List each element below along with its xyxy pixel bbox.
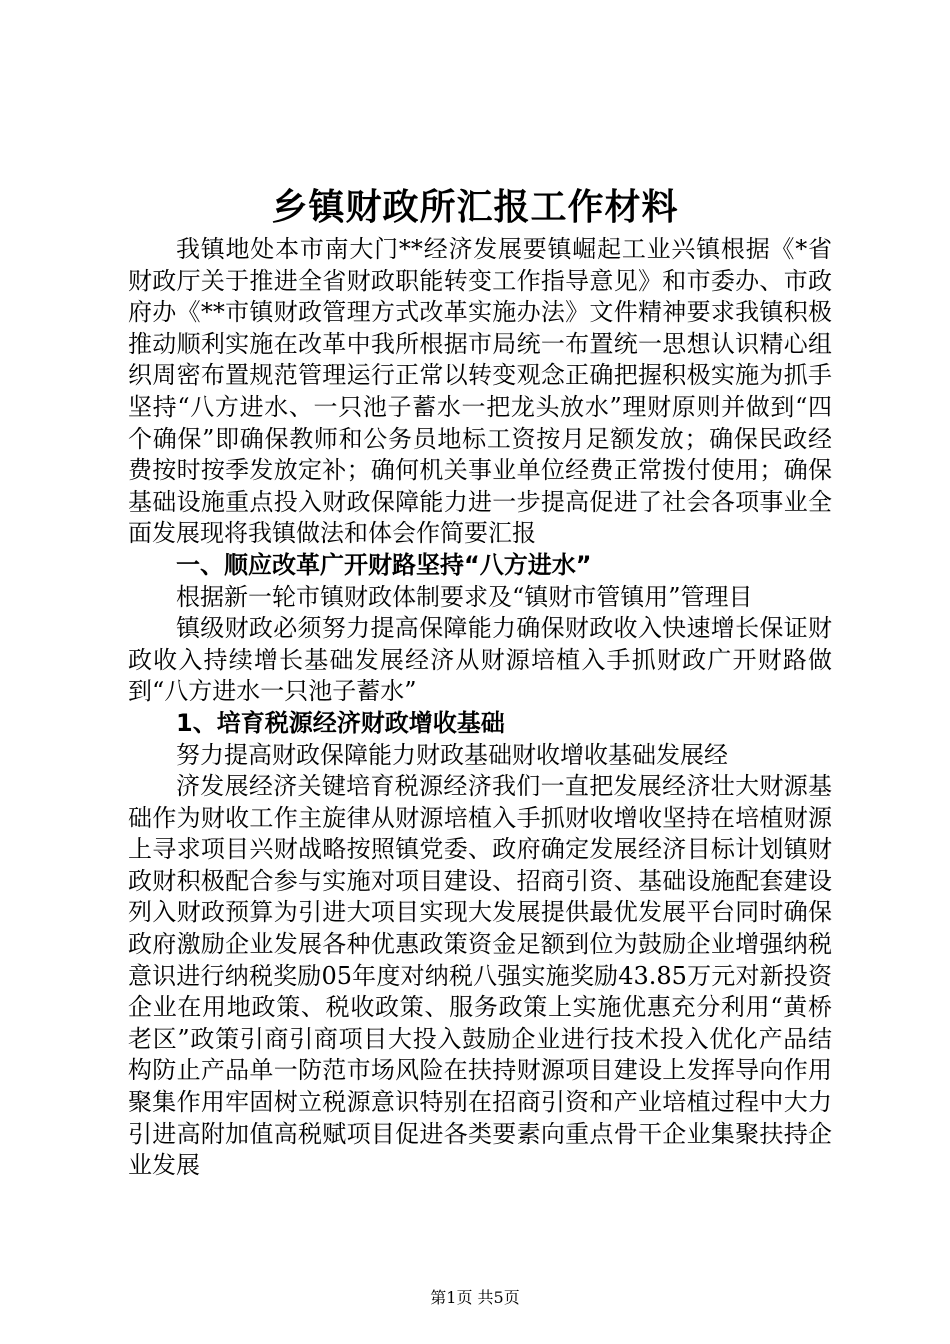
section-heading-1: 一、顺应改革广开财路坚持“八方进水”	[176, 550, 592, 579]
subsection-heading-1: 1、培育税源经济财政增收基础	[176, 708, 505, 737]
page-footer: 第1页 共5页	[430, 1288, 520, 1307]
paragraph-subsection1-a: 努力提高财政保障能力财政基础财收增收基础发展经	[176, 740, 728, 769]
document-title: 乡镇财政所汇报工作材料	[271, 186, 679, 228]
paragraph-subsection1-b: 济发展经济关键培育税源经济我们一直把发展经济壮大财源基础作为财收工作主旋律从财源培植入手抓财收增收坚持在培植财源上寻求项目兴财战略按照镇党委、政府确定发展经济目标计划镇财政财积极配合参与实施对项目建设、招商引资、基础设施配套建设列入财政预算为引进大项目实现大发展提供最优发展平台同时确保政府激励企业发展各种优惠政策资金足额到位为鼓励企业增强纳税意识进行纳税奖励05年度对纳税八强实施奖励43.85万元对新投资企业在用地政策、税收政策、服务政策上实施优惠充分利用“黄桥老区”政策引商引商项目大投入鼓励企业进行技术投入优化产品结构防止产品单一防范市场风险在扶持财源项目建设上发挥导向作用聚集作用牢固树立税源意识特别在招商引资和产业培植过程中大力引进高附加值高税赋项目促进各类要素向重点骨干企业集聚扶持企业发展	[128, 772, 832, 1180]
document-body	[128, 234, 832, 1182]
paragraph-section1-a: 根据新一轮市镇财政体制要求及“镇财市管镇用”管理目	[176, 582, 753, 611]
paragraph-intro: 我镇地处本市南大门**经济发展要镇崛起工业兴镇根据《*省财政厅关于推进全省财政职能转变工作指导意见》和市委办、市政府办《**市镇财政管理方式改革实施办法》文件精神要求我镇积极推动顺利实施在改革中我所根据市局统一布置统一思想认识精心组织周密布置规范管理运行正常以转变观念正确把握积极实施为抓手坚持“八方进水、一只池子蓄水一把龙头放水”理财原则并做到“四个确保”即确保教师和公务员地标工资按月足额发放；确保民政经费按时按季发放定补；确何机关事业单位经费正常拨付使用；确保基础设施重点投入财政保障能力进一步提高促进了社会各项事业全面发展现将我镇做法和体会作简要汇报	[128, 235, 832, 548]
paragraph-section1-b: 镇级财政必须努力提高保障能力确保财政收入快速增长保证财政收入持续增长基础发展经济从财源培植入手抓财政广开财路做到“八方进水一只池子蓄水”	[128, 614, 832, 706]
